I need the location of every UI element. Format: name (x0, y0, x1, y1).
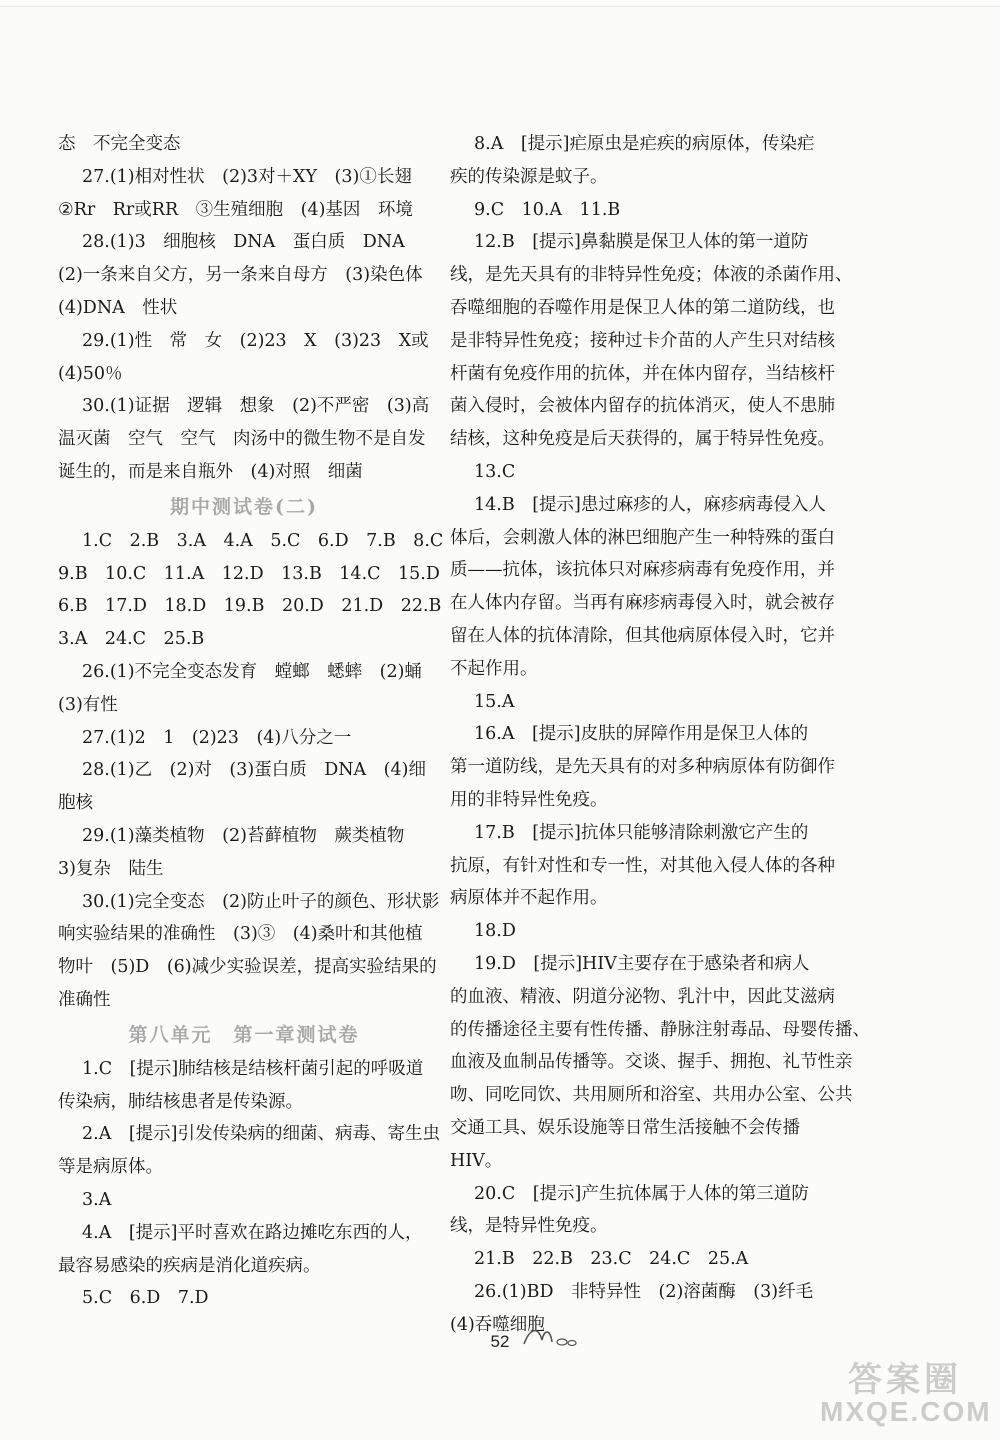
answer-line: 1.C [提示]肺结核是结核杆菌引起的呼吸道 (82, 1058, 424, 1079)
answer-line: 16.A [提示]皮肤的屏障作用是保卫人体的 (474, 724, 809, 745)
answer-line: 26.(1)不完全变态发育 螳螂 蟋蟀 (2)蛹 (82, 661, 422, 682)
answer-line: 诞生的，而是来自瓶外 (4)对照 细菌 (58, 461, 363, 482)
answer-line: 15.A (474, 691, 515, 712)
answer-line: 28.(1)3 细胞核 DNA 蛋白质 DNA (82, 232, 405, 253)
section-heading: 期中测试卷(二) (170, 495, 318, 518)
watermark-cn: 答案圈 (848, 1361, 962, 1399)
watermark-url: MXQE.COM (820, 1396, 992, 1427)
answer-line: HIV。 (450, 1150, 503, 1171)
answer-line: 19.D [提示]HIV主要存在于感染者和病人 (474, 953, 810, 974)
answer-line: 第一道防线，是先天具有的对多种病原体有防御作 (450, 757, 835, 778)
watermark (820, 1352, 990, 1432)
answer-line: 交通工具、娱乐设施等日常生活接触不会传播 (450, 1117, 800, 1138)
answer-line: 体后，会刺激人体的淋巴细胞产生一种特殊的蛋白 (450, 527, 835, 548)
answer-line: 线，是先天具有的非特异性免疫；体液的杀菌作用、 (450, 265, 853, 286)
answer-line: 等是病原体。 (58, 1157, 163, 1178)
answer-line: 9.B 10.C 11.A 12.D 13.B 14.C 15.D (58, 563, 440, 584)
answer-line: 30.(1)完全变态 (2)防止叶子的颜色、形状影 (82, 891, 440, 912)
answer-line: 线，是特异性免疫。 (450, 1216, 608, 1237)
answer-line: 8.A [提示]疟原虫是疟疾的病原体，传染疟 (474, 134, 815, 154)
answer-line: 物叶 (5)D (6)减少实验误差，提高实验结果的 (58, 957, 437, 978)
answer-line: 12.B [提示]鼻黏膜是保卫人体的第一道防 (474, 232, 809, 253)
answer-line: 用的非特异性免疫。 (450, 789, 608, 810)
top-rule (0, 6, 1000, 7)
answer-line: 9.C 10.A 11.B (474, 199, 621, 220)
answer-line: (4)吞噬细胞 (450, 1314, 545, 1335)
answer-line: ②Rr Rr或RR ③生殖细胞 (4)基因 环境 (58, 199, 413, 220)
answer-line: 病原体并不起作用。 (450, 888, 608, 909)
answer-line: (2)一条来自父方，另一条来自母方 (3)染色体 (58, 265, 423, 286)
answer-line: 27.(1)2 1 (2)23 (4)八分之一 (82, 727, 352, 748)
answer-line: 血液及血制品传播等。交谈、握手、拥抱、礼节性亲 (450, 1052, 853, 1073)
answer-line: 1.C 2.B 3.A 4.A 5.C 6.D 7.B 8.C (82, 530, 444, 551)
section-heading: 第八单元 第一章测试卷 (128, 1023, 360, 1046)
answer-line: 在人体内存留。当再有麻疹病毒侵入时，就会被存 (450, 593, 835, 614)
right-column (450, 128, 870, 1341)
answer-line: 20.C [提示]产生抗体属于人体的第三道防 (474, 1183, 809, 1204)
answer-line: 17.B [提示]抗体只能够清除刺激它产生的 (474, 822, 809, 843)
answer-line: 18.D (474, 921, 516, 942)
answer-line: 2.A [提示]引发传染病的细菌、病毒、寄生虫 (82, 1124, 440, 1145)
leaf-ornament-icon (520, 1322, 580, 1352)
answer-line: 的传播途径主要有性传播、静脉注射毒品、母婴传播、 (450, 1019, 870, 1040)
answer-line: 胞核 (58, 793, 93, 814)
answer-line: 最容易感染的疾病是消化道疾病。 (58, 1255, 321, 1276)
answer-line: 杆菌有免疫作用的抗体，并在体内留存，当结核杆 (450, 363, 835, 384)
answer-line: 29.(1)藻类植物 (2)苔藓植物 蕨类植物 (82, 825, 405, 846)
answer-line: 27.(1)相对性状 (2)3对＋XY (3)①长翅 (82, 166, 412, 187)
answer-line: (3)有性 (58, 694, 118, 715)
answer-line: 30.(1)证据 逻辑 想象 (2)不严密 (3)高 (82, 396, 430, 417)
answer-line: 29.(1)性 常 女 (2)23 X (3)23 X或 (82, 330, 429, 351)
answer-line: 留在人体的抗体清除，但其他病原体侵入时，它并 (450, 625, 835, 646)
answer-line: 响实验结果的准确性 (3)③ (4)桑叶和其他植 (58, 924, 423, 945)
answer-line: 6.B 17.D 18.D 19.B 20.D 21.D 22.B (58, 596, 442, 617)
answer-line: (4)DNA 性状 (58, 297, 178, 318)
answer-line: 吻、同吃同饮、共用厕所和浴室、共用办公室、公共 (450, 1085, 853, 1106)
answer-line: 疾的传染源是蚊子。 (450, 166, 608, 187)
answer-line: 3.A (82, 1189, 112, 1210)
answer-line: 吞噬细胞的吞噬作用是保卫人体的第二道防线，也 (450, 297, 835, 318)
answer-line: 菌入侵时，会被体内留存的抗体消灭，使人不患肺 (450, 396, 835, 417)
answer-line: 抗原，有针对性和专一性，对其他入侵人体的各种 (450, 855, 835, 876)
answer-line: 不起作用。 (450, 658, 538, 679)
answer-line: 5.C 6.D 7.D (82, 1288, 209, 1309)
answer-line: 4.A [提示]平时喜欢在路边摊吃东西的人， (82, 1222, 423, 1243)
answer-line: 3.A 24.C 25.B (58, 629, 205, 650)
answer-line: 传染病，肺结核患者是传染源。 (58, 1091, 303, 1112)
answer-line: 28.(1)乙 (2)对 (3)蛋白质 DNA (4)细 (82, 760, 426, 781)
answer-line: 态 不完全变态 (58, 134, 181, 154)
answer-line: 是非特异性免疫；接种过卡介苗的人产生只对结核 (450, 330, 835, 351)
answer-line: 温灭菌 空气 空气 肉汤中的微生物不是自发 (58, 429, 426, 450)
answer-line: 21.B 22.B 23.C 24.C 25.A (474, 1249, 749, 1270)
answer-line: 准确性 (58, 989, 111, 1010)
answer-line: 结核，这种免疫是后天获得的，属于特异性免疫。 (450, 429, 835, 450)
answer-line: 14.B [提示]患过麻疹的人，麻疹病毒侵入人 (474, 494, 826, 515)
answer-line: 3)复杂 陆生 (58, 858, 164, 879)
answer-line: 13.C (474, 461, 516, 482)
answer-line: 的血液、精液、阴道分泌物、乳汁中，因此艾滋病 (450, 986, 835, 1007)
left-column (58, 128, 444, 1315)
answer-line: 26.(1)BD 非特异性 (2)溶菌酶 (3)纤毛 (474, 1281, 814, 1302)
answer-line: 质——抗体，该抗体只对麻疹病毒有免疫作用，并 (450, 560, 835, 581)
page-number: 52 (490, 1332, 510, 1351)
answer-line: (4)50％ (58, 363, 123, 384)
